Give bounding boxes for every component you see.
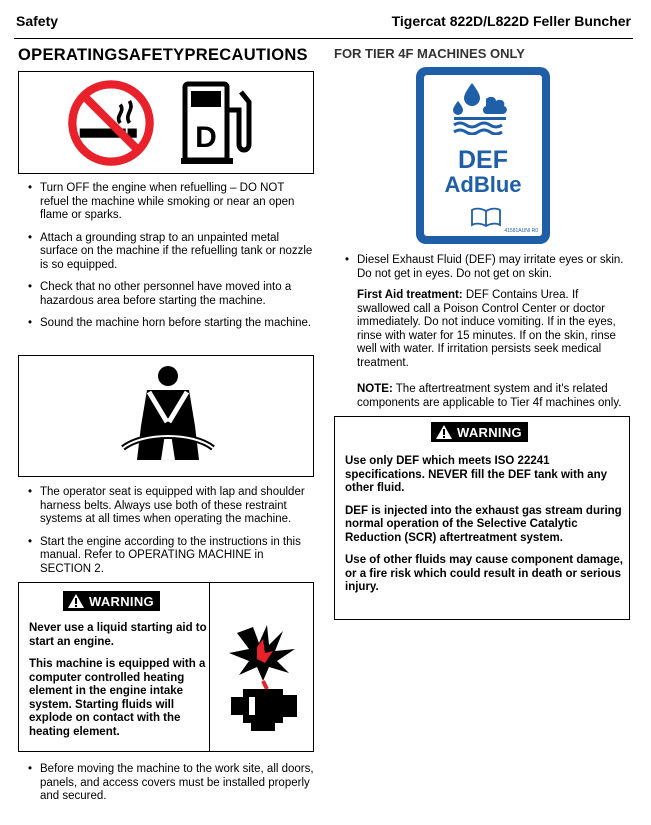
warning-text — [29, 622, 207, 748]
first-aid-text: DEF Contains Urea. If swallowed call a Poison Control Center or doctor immediately. Do not induce vomiting. If in the eyes, rinse with water for 15 minutes. If on the skin, rinse well with water. If irritation persists seek medical treatment. — [357, 289, 616, 369]
def-warning-box — [334, 416, 630, 620]
warning-paragraph: Use only DEF which meets ISO 22241 specifications. NEVER fill the DEF tank with any other fluid. — [345, 455, 607, 494]
list-item: • Sound the machine horn before starting the machine. — [22, 317, 314, 331]
warning-divider — [209, 583, 210, 751]
def-sign-line1: DEF — [458, 146, 508, 174]
fuel-pump-icon — [179, 80, 259, 166]
list-item: • Before moving the machine to the work site, all doors, panels, and access covers must be installed properly and secured. — [22, 763, 314, 804]
warning-text — [345, 455, 625, 604]
engine-explosion-icon — [223, 623, 303, 735]
note-paragraph — [357, 383, 629, 410]
list-item: • Diesel Exhaust Fluid (DEF) may irritate eyes or skin. Do not get in eyes. Do not get on skin. — [339, 254, 631, 281]
warning-badge — [431, 422, 528, 445]
warning-paragraph: Use of other fluids may cause component damage, or a fire risk which could result in death or serious injury. — [345, 554, 623, 593]
warning-paragraph: Never use a liquid starting aid to start an engine. — [29, 622, 207, 648]
def-sign — [416, 67, 550, 244]
def-fluid-icon — [450, 81, 514, 135]
no-smoking-icon — [65, 77, 157, 169]
header-title: Tigercat 822D/L822D Feller Buncher — [391, 13, 631, 29]
starting-fluid-warning-box — [18, 582, 314, 752]
seatbelt-icon — [113, 364, 223, 468]
svg-text:D: D — [195, 121, 217, 154]
warning-badge — [63, 591, 160, 614]
list-item: • Start the engine according to the instructions in this manual. Refer to OPERATING MACHINE in SECTION 2. — [22, 536, 314, 577]
list-item: • Turn OFF the engine when refuelling – DO NOT refuel the machine while smoking or near an open flame or sparks. — [22, 182, 314, 223]
list-item: • Check that no other personnel have moved into a hazardous area before starting the machine. — [22, 281, 314, 308]
def-sign-inner — [424, 75, 542, 236]
def-sign-part-number: 41581AUNI R0 — [504, 228, 538, 234]
warning-triangle-icon — [435, 424, 453, 440]
section-title: OPERATINGSAFETYPRECAUTIONS — [18, 46, 308, 64]
warning-label: WARNING — [457, 424, 522, 440]
warning-paragraph: DEF is injected into the exhaust gas stream during normal operation of the Selective Catalytic Reduction (SCR) aftertreatment system. — [345, 504, 622, 544]
def-bullet-list — [339, 254, 631, 290]
warning-triangle-icon — [67, 593, 85, 609]
first-aid-paragraph — [357, 289, 627, 370]
seat-bullet-list — [22, 486, 314, 585]
header-section: Safety — [16, 13, 59, 29]
list-item: • The operator seat is equipped with lap and shoulder harness belts. Always use both of these restraint systems at all times when operating the machine. — [22, 486, 314, 527]
fuel-bullet-list — [22, 182, 314, 340]
first-aid-label: First Aid treatment: — [357, 289, 463, 301]
header-rule — [14, 38, 633, 39]
def-sign-line2: AdBlue — [444, 172, 522, 197]
warning-paragraph: This machine is equipped with a computer controlled heating element in the engine intake system. Starting fluids will explode on contact with the heating element. — [29, 658, 206, 738]
manual-book-icon — [471, 207, 501, 227]
seatbelt-pictogram-box — [18, 355, 314, 477]
fuel-pictogram-box — [18, 71, 314, 174]
tier-title: FOR TIER 4F MACHINES ONLY — [334, 46, 525, 61]
final-bullet-list — [22, 763, 314, 813]
note-label: NOTE: — [357, 383, 393, 395]
warning-label: WARNING — [89, 593, 154, 609]
note-text: The aftertreatment system and it's related components are applicable to Tier 4f machines only. — [357, 383, 622, 409]
list-item: • Attach a grounding strap to an unpainted metal surface on the machine if the refuelling tank or nozzle is so equipped. — [22, 232, 314, 273]
